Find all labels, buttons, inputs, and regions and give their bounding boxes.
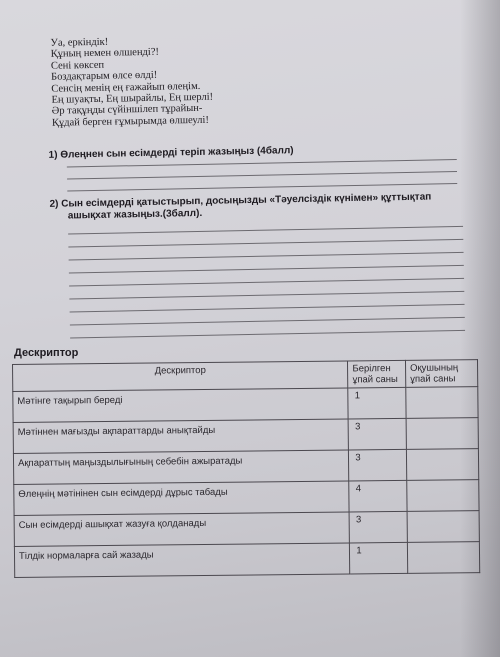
- poem-line: Сені көксеп: [50, 59, 105, 72]
- table-row: [13, 449, 478, 485]
- given-points-cell: 1: [350, 542, 408, 574]
- page-edge-shadow: [460, 0, 500, 657]
- answer-line: [67, 159, 457, 167]
- answer-line: [70, 330, 465, 339]
- answer-line: [67, 183, 457, 191]
- answer-line: [69, 265, 464, 274]
- header-student-points: Оқушының ұпай саны: [405, 360, 477, 388]
- table-row: [14, 511, 479, 547]
- descriptor-cell: Ақпараттың маңыздылығының себебін ажыратады: [13, 450, 349, 485]
- answer-line: [68, 239, 463, 248]
- answer-line: [67, 171, 457, 179]
- table-row: [13, 387, 478, 423]
- poem-line: Ең шуақты, Ең шырайлы, Ең шерлі!: [51, 91, 214, 106]
- answer-line: [70, 317, 465, 326]
- header-descriptor: Дескриптор: [13, 361, 349, 392]
- question-1: 1) Өлеңнен сын есімдерді теріп жазыңыз (4балл): [48, 145, 294, 161]
- poem-line: Әр тақұңды сүйіншілеп тұрайын-: [51, 103, 203, 118]
- poem-line: Уа, еркіндік!: [50, 36, 109, 49]
- descriptor-cell: Өлеңнің мәтінінен сын есімдерді дұрыс табады: [14, 481, 350, 516]
- table-row: [14, 480, 479, 516]
- table-row: [13, 418, 478, 454]
- given-points-cell: 3: [349, 449, 407, 481]
- answer-line: [68, 226, 463, 235]
- header-given-points: Берілген ұпай саны: [348, 360, 406, 388]
- answer-line: [69, 252, 464, 261]
- answer-line: [70, 304, 465, 313]
- descriptor-cell: Мәтінге тақырып береді: [13, 388, 349, 423]
- poem-block: [50, 35, 213, 129]
- descriptor-cell: Мәтіннен мағызды ақпараттарды анықтайды: [13, 419, 349, 454]
- descriptor-cell: Тілдік нормаларға сай жазады: [14, 543, 350, 578]
- descriptor-cell: Сын есімдерді ашықхат жазуға қолданады: [14, 512, 350, 547]
- poem-line: Құның немен өлшенді?!: [50, 47, 160, 61]
- answer-line: [69, 291, 464, 300]
- given-points-cell: 3: [348, 418, 406, 450]
- given-points-cell: 1: [348, 387, 406, 419]
- question-2-line-1: 2) Сын есімдерді қатыстырып, досыңызды «Тәуелсіздік күнімен» құттықтап: [49, 191, 432, 210]
- descriptor-section-title: Дескриптор: [14, 347, 79, 359]
- poem-line: Боздақтарым өлсе өлді!: [51, 69, 158, 83]
- question-2-line-2: ашықхат жазыңыз.(3балл).: [67, 207, 203, 222]
- descriptor-table: [12, 359, 480, 578]
- poem-line: Құдай берген ғұмырымда өлшеулі!: [51, 114, 210, 129]
- poem-line: Сенсің менің ең ғажайып өлеңім.: [51, 80, 201, 95]
- answer-line: [69, 278, 464, 287]
- given-points-cell: 3: [349, 511, 407, 543]
- table-row: [14, 542, 479, 578]
- given-points-cell: 4: [349, 480, 407, 512]
